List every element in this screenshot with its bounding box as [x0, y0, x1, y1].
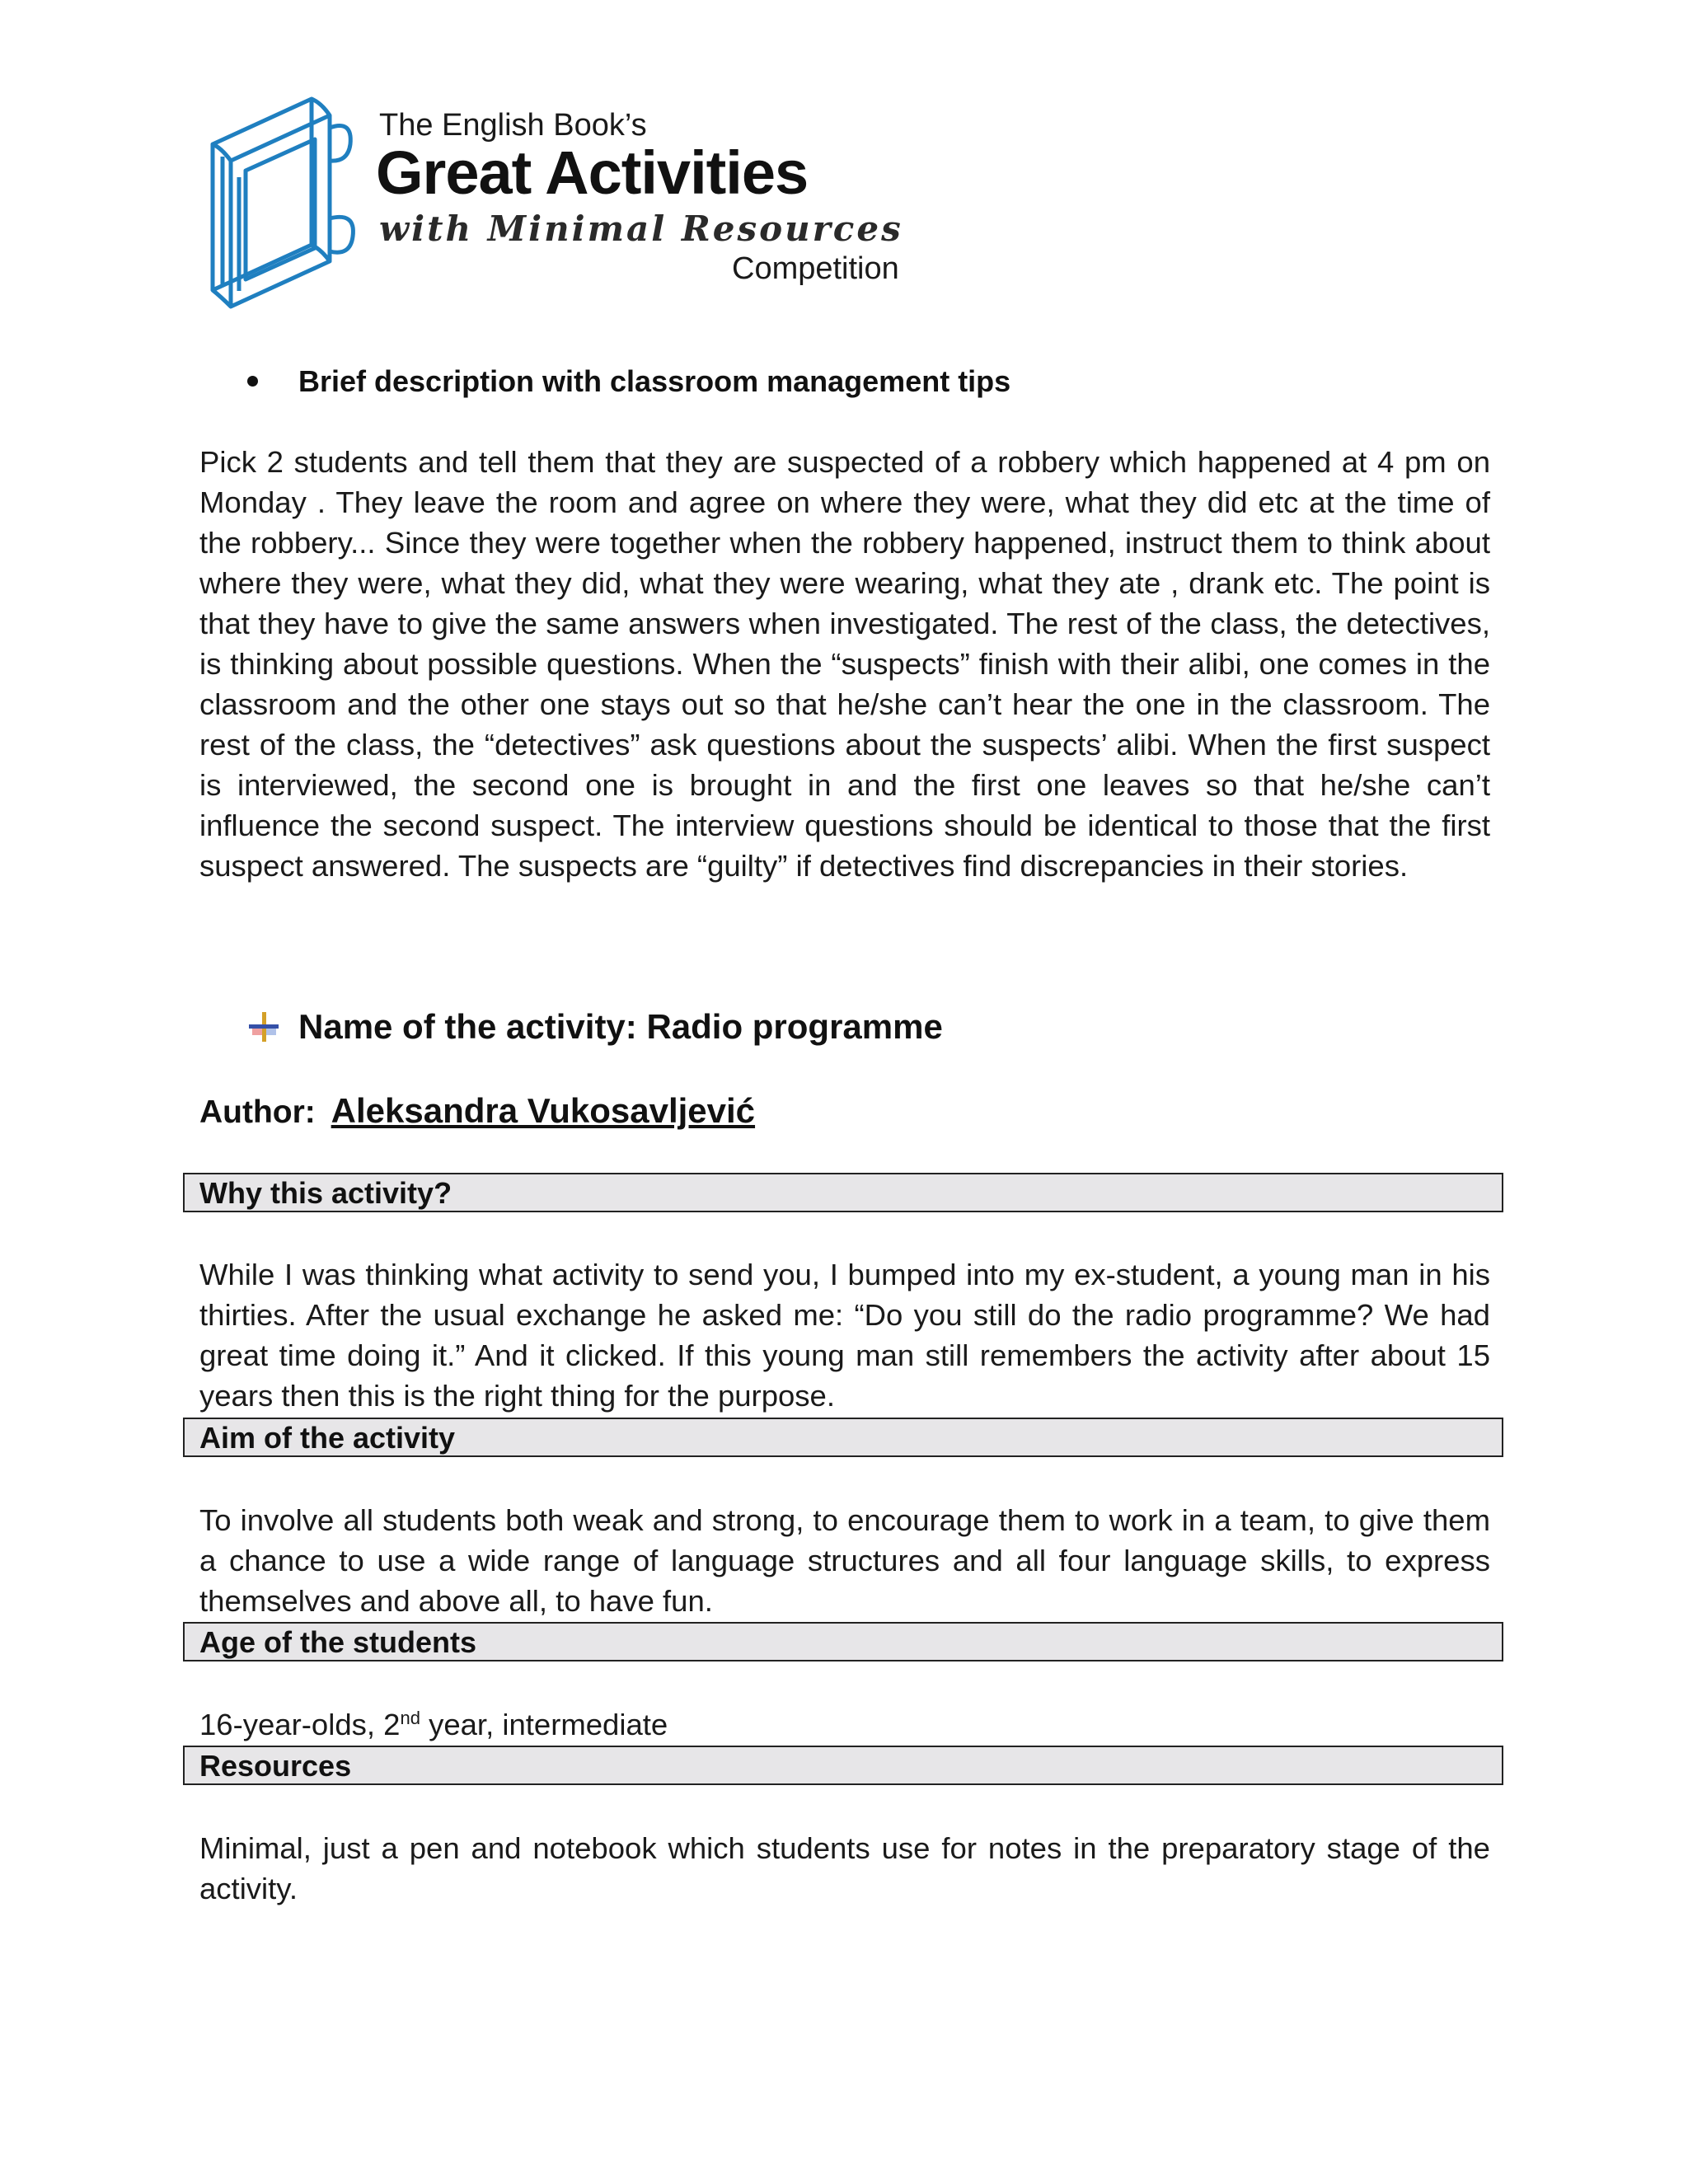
age-text: 16-year-olds, 2 — [199, 1708, 401, 1741]
section-aim-body: To involve all students both weak and strong, to encourage them to work in a team, to give them a chance to use a wide range of language structures and all four language skills, to express themselves and above all, to have fun. — [199, 1503, 1490, 1618]
section-aim-heading: Aim of the activity — [199, 1421, 456, 1455]
pin-icon — [247, 1010, 280, 1043]
section-age — [183, 1622, 1503, 1661]
brief-heading-label: Brief description with classroom management tips — [298, 364, 1011, 398]
section-age-heading: Age of the students — [199, 1625, 477, 1659]
section-why-heading: Why this activity? — [199, 1176, 452, 1210]
logo-text — [376, 95, 923, 326]
section-resources-body: Minimal, just a pen and notebook which students use for notes in the preparatory stage of the activity. — [199, 1831, 1490, 1905]
author-line — [199, 1088, 755, 1136]
age-text-rest: year, intermediate — [420, 1708, 668, 1741]
activity-heading — [247, 1004, 1236, 1050]
logo-line-book: The English Book’s — [379, 108, 647, 143]
logo-line-competition: Competition — [732, 251, 899, 286]
section-age-body — [199, 1704, 1490, 1745]
author-label: Author: — [199, 1094, 316, 1130]
logo-line-title: Great Activities — [376, 138, 809, 207]
logo-line-subtitle: with Minimal Resources — [379, 209, 903, 249]
section-resources-heading: Resources — [199, 1749, 352, 1783]
section-resources — [183, 1746, 1503, 1785]
activity-title: Name of the activity: Radio programme — [298, 1007, 943, 1046]
age-ordinal: nd — [400, 1707, 420, 1728]
section-why — [183, 1173, 1503, 1212]
section-aim — [183, 1418, 1503, 1457]
bullet-icon — [247, 376, 258, 387]
competition-logo — [206, 95, 915, 326]
book-icon — [206, 95, 379, 326]
section-why-body: While I was thinking what activity to send you, I bumped into my ex-student, a young man in his thirties. After the usual exchange he asked me: “Do you still do the radio programme? We had great time doing it.” And it clicked. If this young man still remembers the activity after about 15 years then this is the right thing for the purpose. — [199, 1258, 1490, 1413]
brief-body: Pick 2 students and tell them that they are suspected of a robbery which happened at 4 pm on Monday . They leave the room and agree on where they were, what they did etc at the time of the robbery... Since they were together when the robbery happened, instruct them to think about where they were, what they did, what they were wearing, what they ate , drank etc. The point is that they have to give the same answers when investigated. The rest of the class, the detectives, is thinking about possible questions. When the “suspects” finish with their alibi, one comes in the classroom and the other one stays out so that he/she can’t hear the one in the classroom. The rest of the class, the “detectives” ask questions about the suspects’ alibi. When the first suspect is interviewed, the second one is brought in and the first one leaves so that he/she can’t influence the second suspect. The interview questions should be identical to those that the first suspect answered. The suspects are “guilty” if detectives find discrepancies in their stories. — [199, 445, 1490, 883]
author-name: Aleksandra Vukosavljević — [331, 1091, 756, 1130]
